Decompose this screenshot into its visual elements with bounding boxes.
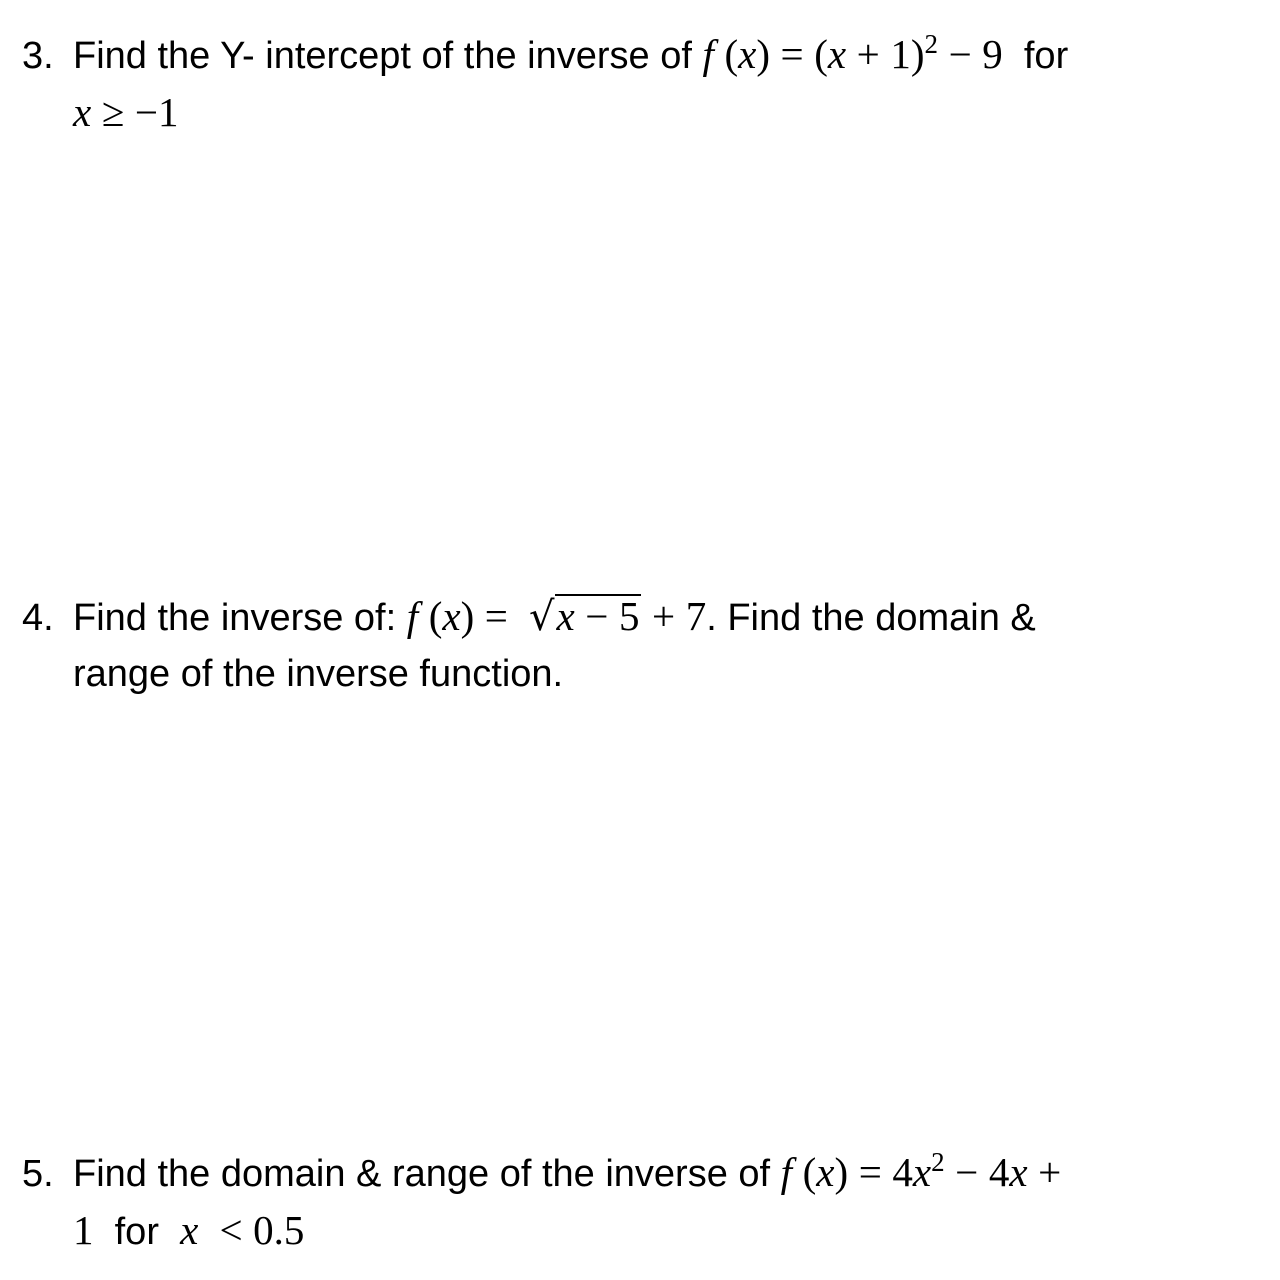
math-paren: ) xyxy=(756,31,770,77)
question-5-line-1 xyxy=(22,1144,1262,1202)
math-plus: + xyxy=(1038,1149,1062,1195)
math-minus: − xyxy=(948,31,972,77)
math-relation: ≥ xyxy=(101,89,125,135)
math-variable: x xyxy=(1009,1149,1028,1195)
math-number: 1 xyxy=(73,1207,94,1253)
radicand xyxy=(555,594,642,638)
math-paren: ( xyxy=(428,593,443,639)
math-function-name: f xyxy=(406,593,419,639)
question-4-line-1 xyxy=(22,588,1262,646)
math-number: 0.5 xyxy=(253,1207,305,1253)
math-number: 9 xyxy=(982,31,1003,77)
math-number: 7 xyxy=(685,593,707,639)
math-variable: x xyxy=(738,31,757,77)
question-text: Find the inverse of: xyxy=(73,597,397,639)
math-number: 1) xyxy=(890,31,925,77)
math-paren: ( xyxy=(814,31,828,77)
math-variable: x xyxy=(816,1149,835,1195)
radical-sign: √ xyxy=(529,594,555,640)
math-function-name: f xyxy=(780,1149,793,1195)
math-variable: x xyxy=(556,593,575,639)
question-text: Find the Y- intercept of the inverse of xyxy=(73,35,692,77)
question-4 xyxy=(22,588,1262,702)
math-variable: x xyxy=(180,1207,199,1253)
for-word: for xyxy=(114,1211,159,1253)
math-paren: ( xyxy=(724,31,739,77)
math-paren: ( xyxy=(802,1149,817,1195)
math-equals: = xyxy=(858,1149,882,1195)
math-variable: x xyxy=(912,1149,932,1195)
math-number: 4 xyxy=(892,1149,913,1195)
math-function-name: f xyxy=(702,31,714,77)
math-exponent: 2 xyxy=(931,1147,945,1177)
question-number: 5. xyxy=(22,1153,54,1195)
for-word: for xyxy=(1023,35,1069,77)
question-5 xyxy=(22,1144,1262,1260)
math-variable: x xyxy=(73,89,92,135)
question-number: 4. xyxy=(22,597,54,639)
math-plus: + xyxy=(856,31,880,77)
math-exponent: 2 xyxy=(924,29,938,59)
question-text: Find the domain & range of the inverse of xyxy=(73,1153,771,1195)
question-4-line-2: range of the inverse function. xyxy=(73,653,564,695)
math-minus: − xyxy=(585,593,609,639)
square-root xyxy=(529,589,641,646)
math-equals: = xyxy=(780,31,804,77)
question-text-continued: . Find the domain & xyxy=(706,597,1036,639)
math-minus: − xyxy=(955,1149,979,1195)
question-3-line-1 xyxy=(22,26,1262,84)
question-3 xyxy=(22,26,1262,142)
math-number: −1 xyxy=(134,89,179,135)
math-equals: = xyxy=(484,593,508,639)
math-number: 4 xyxy=(988,1149,1010,1195)
math-paren: ) xyxy=(460,593,475,639)
math-relation: < xyxy=(219,1207,243,1253)
math-number: 5 xyxy=(618,593,640,639)
math-variable: x xyxy=(827,31,847,77)
question-3-line-2 xyxy=(22,84,1262,142)
math-variable: x xyxy=(442,593,461,639)
math-plus: + xyxy=(652,593,676,639)
math-paren: ) xyxy=(834,1149,849,1195)
question-5-line-2 xyxy=(22,1202,1262,1260)
question-number: 3. xyxy=(22,35,54,77)
